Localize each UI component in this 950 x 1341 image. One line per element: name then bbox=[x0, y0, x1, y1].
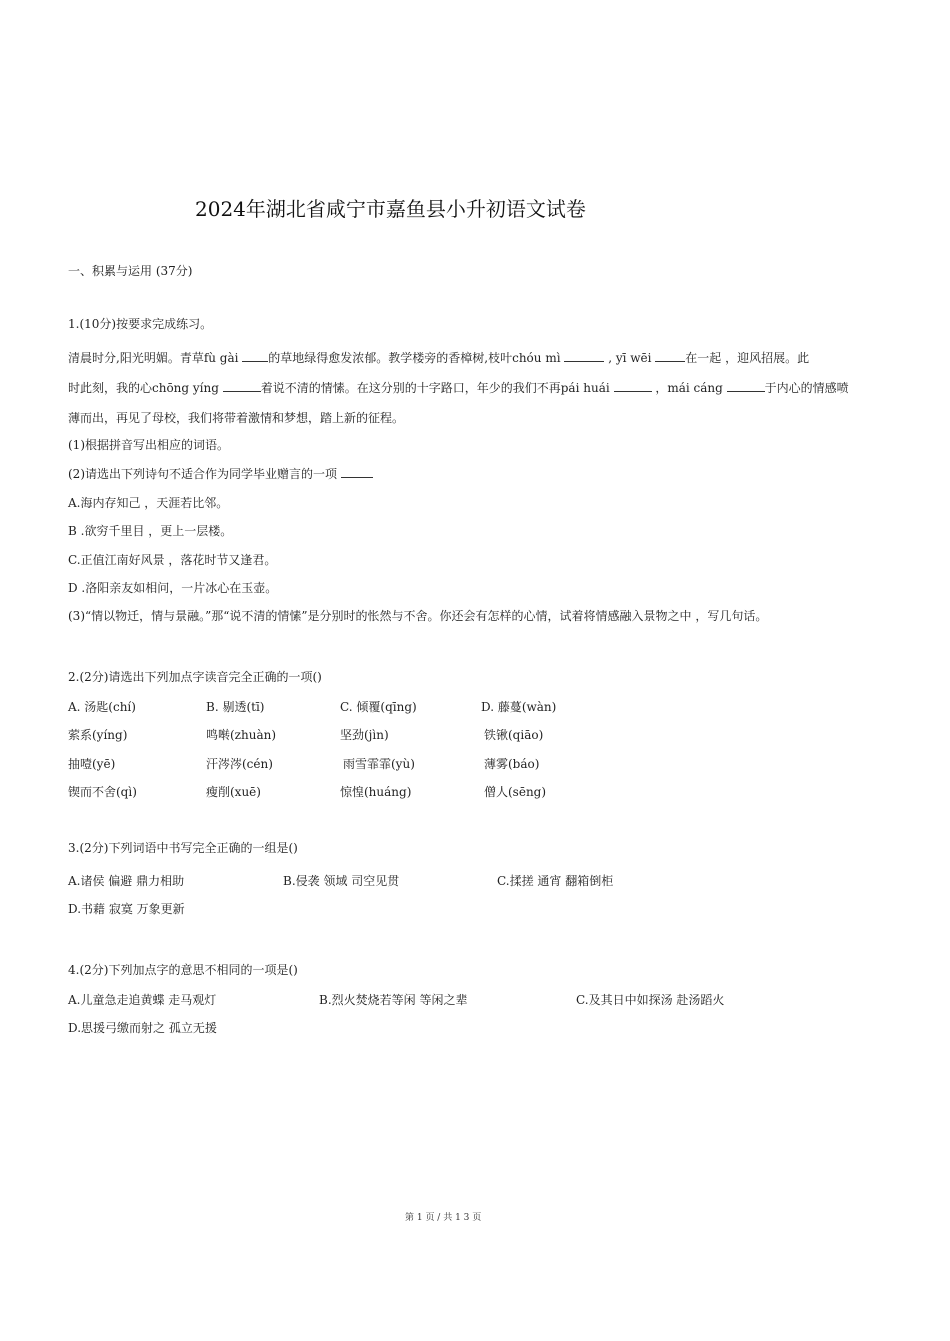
pinyin-option: D. 藤蔓(wàn) bbox=[481, 700, 557, 714]
passage-text: 的草地绿得愈发浓郁。教学楼旁的香樟树,枝叶chóu mì bbox=[268, 351, 565, 365]
answer-blank[interactable] bbox=[341, 466, 373, 478]
option-b: B .欲穷千里目 ，更上一层楼。 bbox=[68, 524, 233, 538]
question-1-heading: 1.(10分)按要求完成练习。 bbox=[68, 317, 213, 331]
answer-blank[interactable] bbox=[727, 380, 765, 392]
pinyin-option: 坚劲(jìn) bbox=[340, 728, 389, 742]
page-footer: 第 1 页 / 共 1 3 页 bbox=[405, 1213, 482, 1223]
page-title: 2024年湖北省咸宁市嘉鱼县小升初语文试卷 bbox=[195, 197, 586, 221]
pinyin-option: 雨雪霏霏(yù) bbox=[343, 757, 415, 771]
pinyin-option: 锲而不舍(qì) bbox=[68, 785, 137, 799]
pinyin-option: 薄雾(báo) bbox=[484, 757, 540, 771]
option-c: C.揉搓 通宵 翻箱倒柜 bbox=[497, 874, 614, 888]
option-a: A.海内存知己 ，天涯若比邻。 bbox=[68, 496, 229, 510]
passage-text: 于内心的情感喷 bbox=[764, 381, 849, 395]
pinyin-option: 汗涔涔(cén) bbox=[206, 757, 273, 771]
passage-line-3: 薄而出，再见了母校，我们将带着激情和梦想，踏上新的征程。 bbox=[68, 411, 405, 425]
question-4-heading: 4.(2分)下列加点字的意思不相同的一项是() bbox=[68, 963, 298, 977]
pinyin-option: 抽噎(yē) bbox=[68, 757, 116, 771]
answer-blank[interactable] bbox=[242, 350, 268, 362]
sub-question-3: (3)“情以物迁，情与景融。”那“说不清的情愫”是分别时的怅然与不舍。你还会有怎样的心情，试着将情感融入景物之中 ，写几句话。 bbox=[68, 609, 768, 623]
sub-question-1: (1)根据拼音写出相应的词语。 bbox=[68, 438, 229, 452]
option-d: D.思援弓缴而射之 孤立无援 bbox=[68, 1021, 217, 1035]
passage-text: 时此刻，我的心chōng yíng bbox=[68, 381, 223, 395]
question-2-heading: 2.(2分)请选出下列加点字读音完全正确的一项() bbox=[68, 670, 322, 684]
option-a: A.诸侯 偏避 鼎力相助 bbox=[68, 874, 185, 888]
option-b: B.烈火焚烧若等闲 等闲之辈 bbox=[319, 993, 468, 1007]
option-c: C.正值江南好风景 ，落花时节又逢君。 bbox=[68, 553, 277, 567]
pinyin-option: 惊惶(huáng) bbox=[340, 785, 412, 799]
answer-blank[interactable] bbox=[614, 380, 652, 392]
pinyin-option: 铁锹(qiāo) bbox=[484, 728, 544, 742]
question-3-heading: 3.(2分)下列词语中书写完全正确的一组是() bbox=[68, 841, 298, 855]
passage-text: 在一起 ，迎风招展。此 bbox=[685, 351, 810, 365]
option-c: C.及其日中如探汤 赴汤蹈火 bbox=[576, 993, 725, 1007]
sub-question-2 bbox=[68, 466, 373, 482]
pinyin-option: 鸣啭(zhuàn) bbox=[206, 728, 277, 742]
pinyin-option: 僧人(sēng) bbox=[484, 785, 547, 799]
passage-text: , yī wēi bbox=[604, 351, 656, 365]
answer-blank[interactable] bbox=[655, 350, 685, 362]
passage-text: ，mái cáng bbox=[651, 381, 727, 395]
passage-text: 着说不清的情愫。在这分别的十字路口，年少的我们不再pái huái bbox=[260, 381, 614, 395]
section-heading: 一、积累与运用 (37分) bbox=[68, 264, 193, 278]
pinyin-option: 萦系(yíng) bbox=[68, 728, 128, 742]
passage-line-1 bbox=[68, 350, 809, 366]
pinyin-option: B. 剔透(tī) bbox=[206, 700, 265, 714]
passage-text: 清晨时分,阳光明媚。青草fù gài bbox=[68, 351, 243, 365]
pinyin-option: 瘦削(xuē) bbox=[206, 785, 261, 799]
pinyin-option: A. 汤匙(chí) bbox=[68, 700, 136, 714]
answer-blank[interactable] bbox=[223, 380, 261, 392]
passage-line-2 bbox=[68, 380, 849, 396]
sub-question-text: (2)请选出下列诗句不适合作为同学毕业赠言的一项 bbox=[68, 467, 341, 481]
option-a: A.儿童急走追黄蝶 走马观灯 bbox=[68, 993, 217, 1007]
option-d: D.书藉 寂寞 万象更新 bbox=[68, 902, 185, 916]
answer-blank[interactable] bbox=[564, 350, 604, 362]
option-b: B.侵袭 领域 司空见贯 bbox=[283, 874, 400, 888]
pinyin-option: C. 倾覆(qīng) bbox=[340, 700, 417, 714]
option-d: D .洛阳亲友如相问，一片冰心在玉壶。 bbox=[68, 581, 278, 595]
